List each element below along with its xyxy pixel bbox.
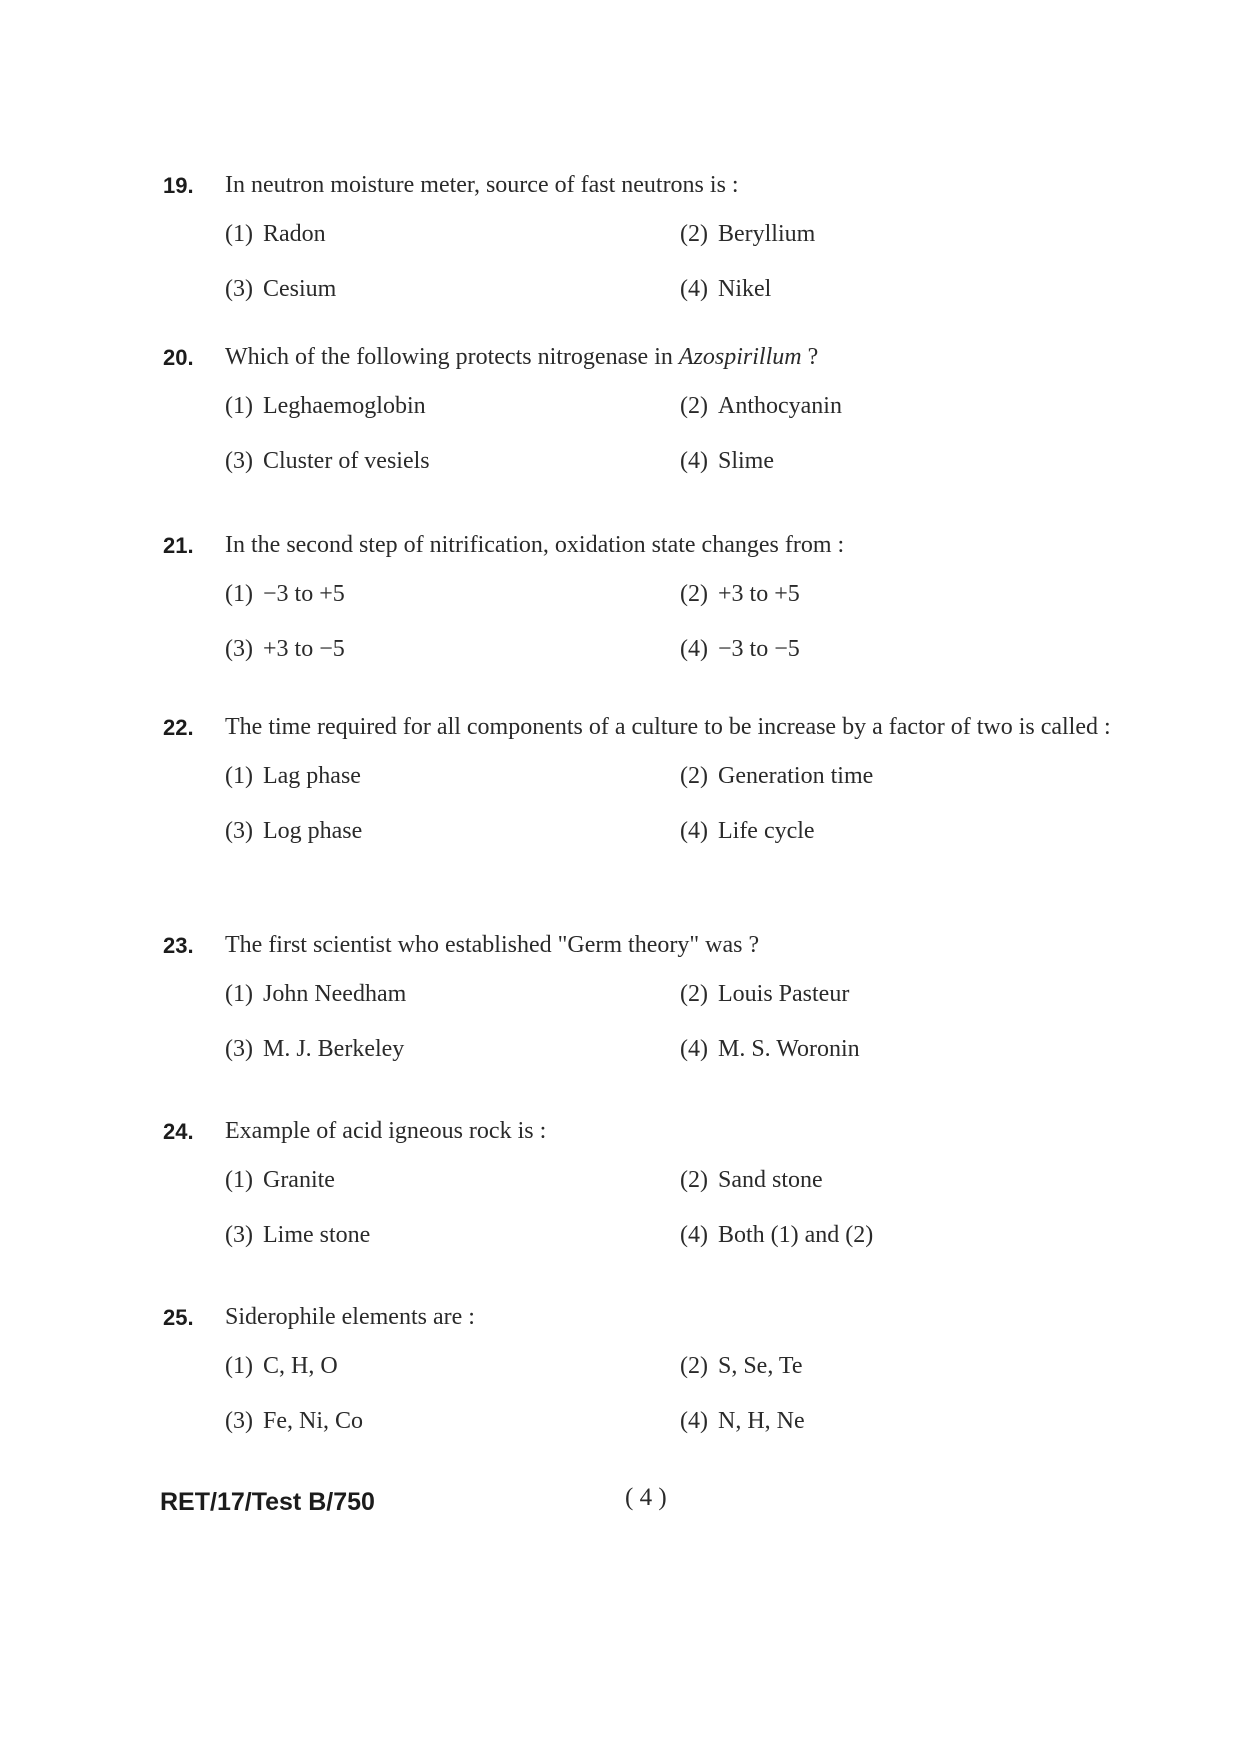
option-4 bbox=[680, 816, 815, 846]
option-number: (3) bbox=[225, 1408, 253, 1434]
question-header bbox=[163, 168, 1128, 203]
option-number: (1) bbox=[225, 1353, 253, 1379]
option-2 bbox=[680, 579, 800, 609]
option-1 bbox=[225, 761, 361, 791]
option-text: Nikel bbox=[717, 276, 772, 302]
organism-name: Azospirillum bbox=[678, 344, 802, 370]
option-2 bbox=[680, 761, 873, 791]
question-23 bbox=[163, 928, 1128, 1089]
option-number: (2) bbox=[680, 981, 708, 1007]
option-text: Cluster of vesiels bbox=[262, 448, 430, 474]
question-text: The time required for all components of a culture to be increase by a factor of two is called : bbox=[225, 714, 1111, 740]
question-header bbox=[163, 1300, 1128, 1335]
option-number: (2) bbox=[680, 1167, 708, 1193]
option-text: Beryllium bbox=[717, 221, 816, 247]
option-number: (4) bbox=[680, 1036, 708, 1062]
option-4 bbox=[680, 1220, 873, 1250]
option-text: −3 to −5 bbox=[717, 636, 800, 662]
question-header bbox=[163, 340, 1128, 375]
question-header bbox=[163, 528, 1128, 563]
option-number: (4) bbox=[680, 276, 708, 302]
option-2 bbox=[680, 1351, 803, 1381]
option-text: Generation time bbox=[717, 763, 874, 789]
option-2 bbox=[680, 1165, 823, 1195]
page-number: ( 4 ) bbox=[625, 1484, 667, 1511]
option-number: (1) bbox=[225, 981, 253, 1007]
question-header bbox=[163, 1114, 1128, 1149]
option-text: +3 to −5 bbox=[262, 636, 345, 662]
option-text: Lime stone bbox=[262, 1222, 371, 1248]
option-number: (1) bbox=[225, 763, 253, 789]
option-number: (1) bbox=[225, 393, 253, 419]
option-number: (3) bbox=[225, 276, 253, 302]
option-3 bbox=[225, 1220, 370, 1250]
option-number: (1) bbox=[225, 581, 253, 607]
question-text: In neutron moisture meter, source of fast neutrons is : bbox=[225, 172, 739, 198]
question-header bbox=[163, 710, 1128, 745]
option-number: (2) bbox=[680, 393, 708, 419]
option-number: (2) bbox=[680, 221, 708, 247]
option-text: S, Se, Te bbox=[717, 1353, 803, 1379]
option-number: (3) bbox=[225, 818, 253, 844]
options-grid bbox=[163, 761, 1128, 871]
question-19 bbox=[163, 168, 1128, 329]
option-3 bbox=[225, 1406, 363, 1436]
option-number: (1) bbox=[225, 221, 253, 247]
question-number: 23. bbox=[163, 933, 194, 958]
option-1 bbox=[225, 979, 406, 1009]
option-text: Anthocyanin bbox=[717, 393, 842, 419]
option-2 bbox=[680, 979, 849, 1009]
option-1 bbox=[225, 579, 345, 609]
option-1 bbox=[225, 219, 326, 249]
option-number: (2) bbox=[680, 581, 708, 607]
options-grid bbox=[163, 979, 1128, 1089]
option-1 bbox=[225, 391, 426, 421]
question-number: 25. bbox=[163, 1305, 194, 1330]
question-25 bbox=[163, 1300, 1128, 1461]
question-text: Example of acid igneous rock is : bbox=[225, 1118, 547, 1144]
option-text: Log phase bbox=[262, 818, 363, 844]
option-text: Slime bbox=[717, 448, 774, 474]
option-number: (4) bbox=[680, 448, 708, 474]
option-text: +3 to +5 bbox=[717, 581, 800, 607]
option-text: Leghaemoglobin bbox=[262, 393, 426, 419]
question-number: 20. bbox=[163, 345, 194, 370]
option-text: N, H, Ne bbox=[717, 1408, 805, 1434]
option-text: C, H, O bbox=[262, 1353, 338, 1379]
option-4 bbox=[680, 1406, 805, 1436]
options-grid bbox=[163, 1165, 1128, 1275]
options-grid bbox=[163, 579, 1128, 689]
question-number: 19. bbox=[163, 173, 194, 198]
option-text: Cesium bbox=[262, 276, 337, 302]
question-text bbox=[225, 340, 1128, 375]
option-text: Both (1) and (2) bbox=[717, 1222, 874, 1248]
option-2 bbox=[680, 219, 815, 249]
question-text: Siderophile elements are : bbox=[225, 1304, 475, 1330]
question-24 bbox=[163, 1114, 1128, 1275]
option-text: Life cycle bbox=[717, 818, 815, 844]
question-22 bbox=[163, 710, 1128, 871]
question-number: 24. bbox=[163, 1119, 194, 1144]
option-2 bbox=[680, 391, 842, 421]
option-text: Sand stone bbox=[717, 1167, 823, 1193]
option-text: Fe, Ni, Co bbox=[262, 1408, 363, 1434]
option-number: (4) bbox=[680, 1408, 708, 1434]
option-3 bbox=[225, 1034, 404, 1064]
question-number: 21. bbox=[163, 533, 194, 558]
option-text: Lag phase bbox=[262, 763, 361, 789]
option-3 bbox=[225, 816, 362, 846]
option-number: (4) bbox=[680, 636, 708, 662]
option-text: M. S. Woronin bbox=[717, 1036, 860, 1062]
option-text: Louis Pasteur bbox=[717, 981, 850, 1007]
question-text-part: ? bbox=[801, 344, 819, 370]
option-text: −3 to +5 bbox=[262, 581, 345, 607]
question-text: In the second step of nitrification, oxidation state changes from : bbox=[225, 532, 845, 558]
option-1 bbox=[225, 1165, 335, 1195]
options-grid bbox=[163, 219, 1128, 329]
option-number: (3) bbox=[225, 448, 253, 474]
question-number: 22. bbox=[163, 715, 194, 740]
option-1 bbox=[225, 1351, 338, 1381]
option-number: (4) bbox=[680, 818, 708, 844]
option-number: (1) bbox=[225, 1167, 253, 1193]
option-number: (2) bbox=[680, 763, 708, 789]
question-text-part: Which of the following protects nitrogenase in bbox=[225, 344, 679, 370]
option-number: (3) bbox=[225, 1222, 253, 1248]
options-grid bbox=[163, 391, 1128, 501]
option-text: M. J. Berkeley bbox=[262, 1036, 405, 1062]
test-code: RET/17/Test B/750 bbox=[160, 1488, 375, 1516]
question-header bbox=[163, 928, 1128, 963]
option-text: Granite bbox=[262, 1167, 335, 1193]
option-4 bbox=[680, 634, 800, 664]
option-3 bbox=[225, 274, 336, 304]
option-4 bbox=[680, 274, 771, 304]
option-number: (4) bbox=[680, 1222, 708, 1248]
option-4 bbox=[680, 1034, 860, 1064]
option-number: (2) bbox=[680, 1353, 708, 1379]
question-21 bbox=[163, 528, 1128, 689]
option-number: (3) bbox=[225, 1036, 253, 1062]
option-3 bbox=[225, 446, 430, 476]
question-text: The first scientist who established "Germ theory" was ? bbox=[225, 932, 760, 958]
question-20 bbox=[163, 340, 1128, 501]
option-3 bbox=[225, 634, 345, 664]
option-4 bbox=[680, 446, 774, 476]
option-number: (3) bbox=[225, 636, 253, 662]
options-grid bbox=[163, 1351, 1128, 1461]
option-text: Radon bbox=[262, 221, 326, 247]
option-text: John Needham bbox=[262, 981, 407, 1007]
